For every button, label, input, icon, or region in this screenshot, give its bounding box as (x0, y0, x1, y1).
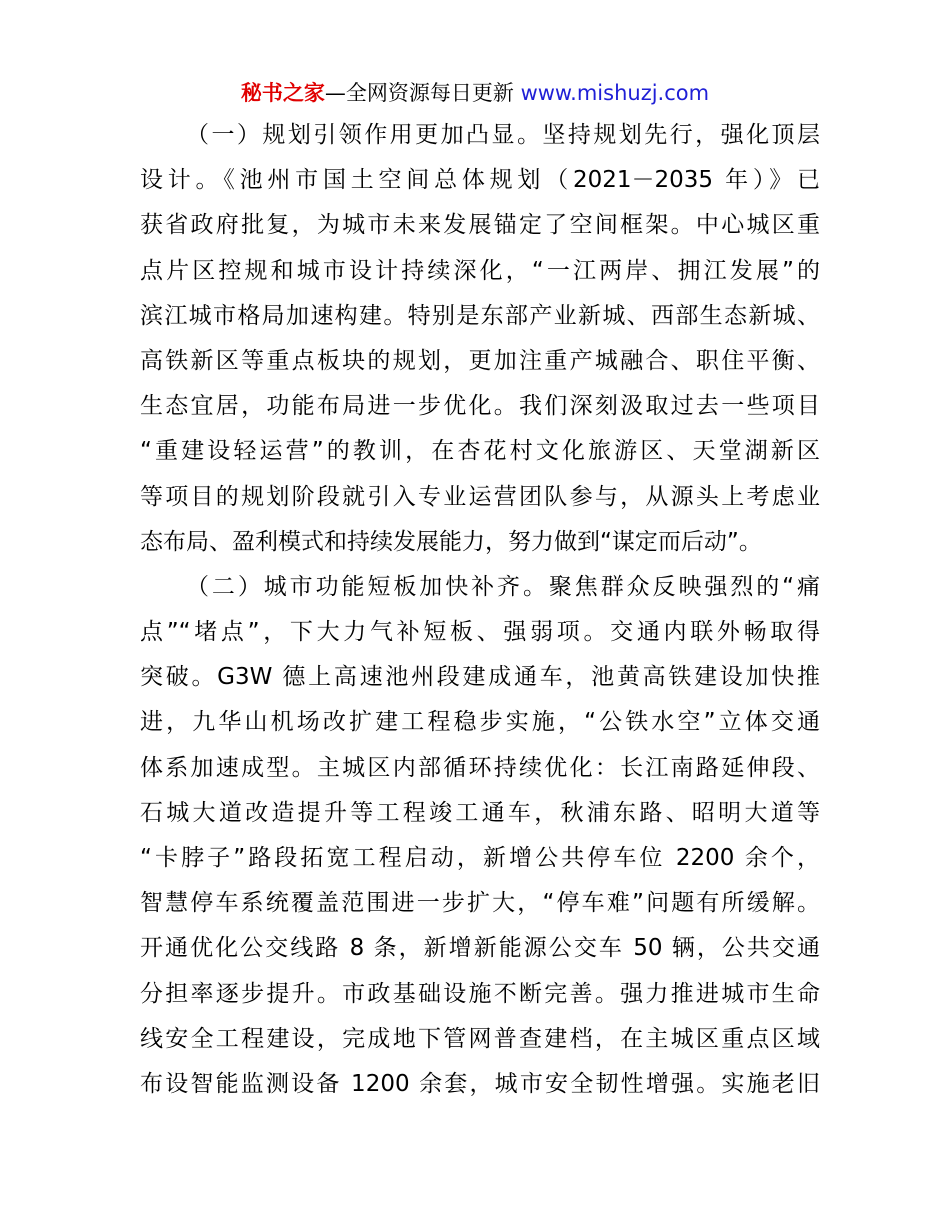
text-line: 等项目的规划阶段就引入专业运营团队参与，从源头上考虑业 (140, 483, 820, 510)
text-line: “卡脖子”路段拓宽工程启动，新增公共停车位 2200 余个， (140, 845, 820, 871)
text-line: 设计。《池州市国土空间总体规划（2021－2035 年）》已 (140, 167, 820, 194)
header-tagline: —全网资源每日更新 (324, 81, 521, 105)
document-body (140, 113, 820, 1107)
header-url-link[interactable]: www.mishuzj.com (520, 81, 710, 105)
text-line: 获省政府批复，为城市未来发展锚定了空间框架。中心城区重 (140, 212, 820, 239)
text-line: 线安全工程建设，完成地下管网普查建档，在主城区重点区域 (140, 1025, 820, 1052)
text-line: “重建设轻运营”的教训，在杏花村文化旅游区、天堂湖新区 (140, 438, 820, 465)
text-line: 点片区控规和城市设计持续深化，“一江两岸、拥江发展”的 (140, 257, 820, 284)
paragraph-2 (140, 565, 820, 1107)
text-line: 生态宜居，功能布局进一步优化。我们深刻汲取过去一些项目 (140, 393, 820, 420)
text-line: 体系加速成型。主城区内部循环持续优化：长江南路延伸段、 (140, 754, 820, 781)
text-line: 态布局、盈利模式和持续发展能力，努力做到“谋定而后动”。 (140, 528, 762, 555)
text-line: 布设智能监测设备 1200 余套，城市安全韧性增强。实施老旧 (140, 1070, 820, 1097)
paragraph-1 (140, 113, 820, 565)
header-brand: 秘书之家 (240, 81, 325, 105)
text-line: （一）规划引领作用更加凸显。坚持规划先行，强化顶层 (186, 122, 820, 148)
text-line: 进，九华山机场改扩建工程稳步实施，“公铁水空”立体交通 (140, 709, 820, 736)
text-line: 突破。G3W 德上高速池州段建成通车，池黄高铁建设加快推 (140, 664, 820, 691)
site-header (0, 76, 950, 110)
text-line: 石城大道改造提升等工程竣工通车，秋浦东路、昭明大道等 (140, 799, 820, 826)
text-line: 点”“堵点”，下大力气补短板、强弱项。交通内联外畅取得 (140, 619, 820, 646)
text-line: 滨江城市格局加速构建。特别是东部产业新城、西部生态新城、 (140, 302, 820, 329)
text-line: 开通优化公交线路 8 条，新增新能源公交车 50 辆，公共交通 (140, 935, 820, 962)
text-line: 智慧停车系统覆盖范围进一步扩大，“停车难”问题有所缓解。 (140, 890, 820, 917)
text-line: （二）城市功能短板加快补齐。聚焦群众反映强烈的“痛 (186, 573, 820, 600)
text-line: 分担率逐步提升。市政基础设施不断完善。强力推进城市生命 (140, 980, 820, 1007)
text-line: 高铁新区等重点板块的规划，更加注重产城融合、职住平衡、 (140, 347, 820, 374)
